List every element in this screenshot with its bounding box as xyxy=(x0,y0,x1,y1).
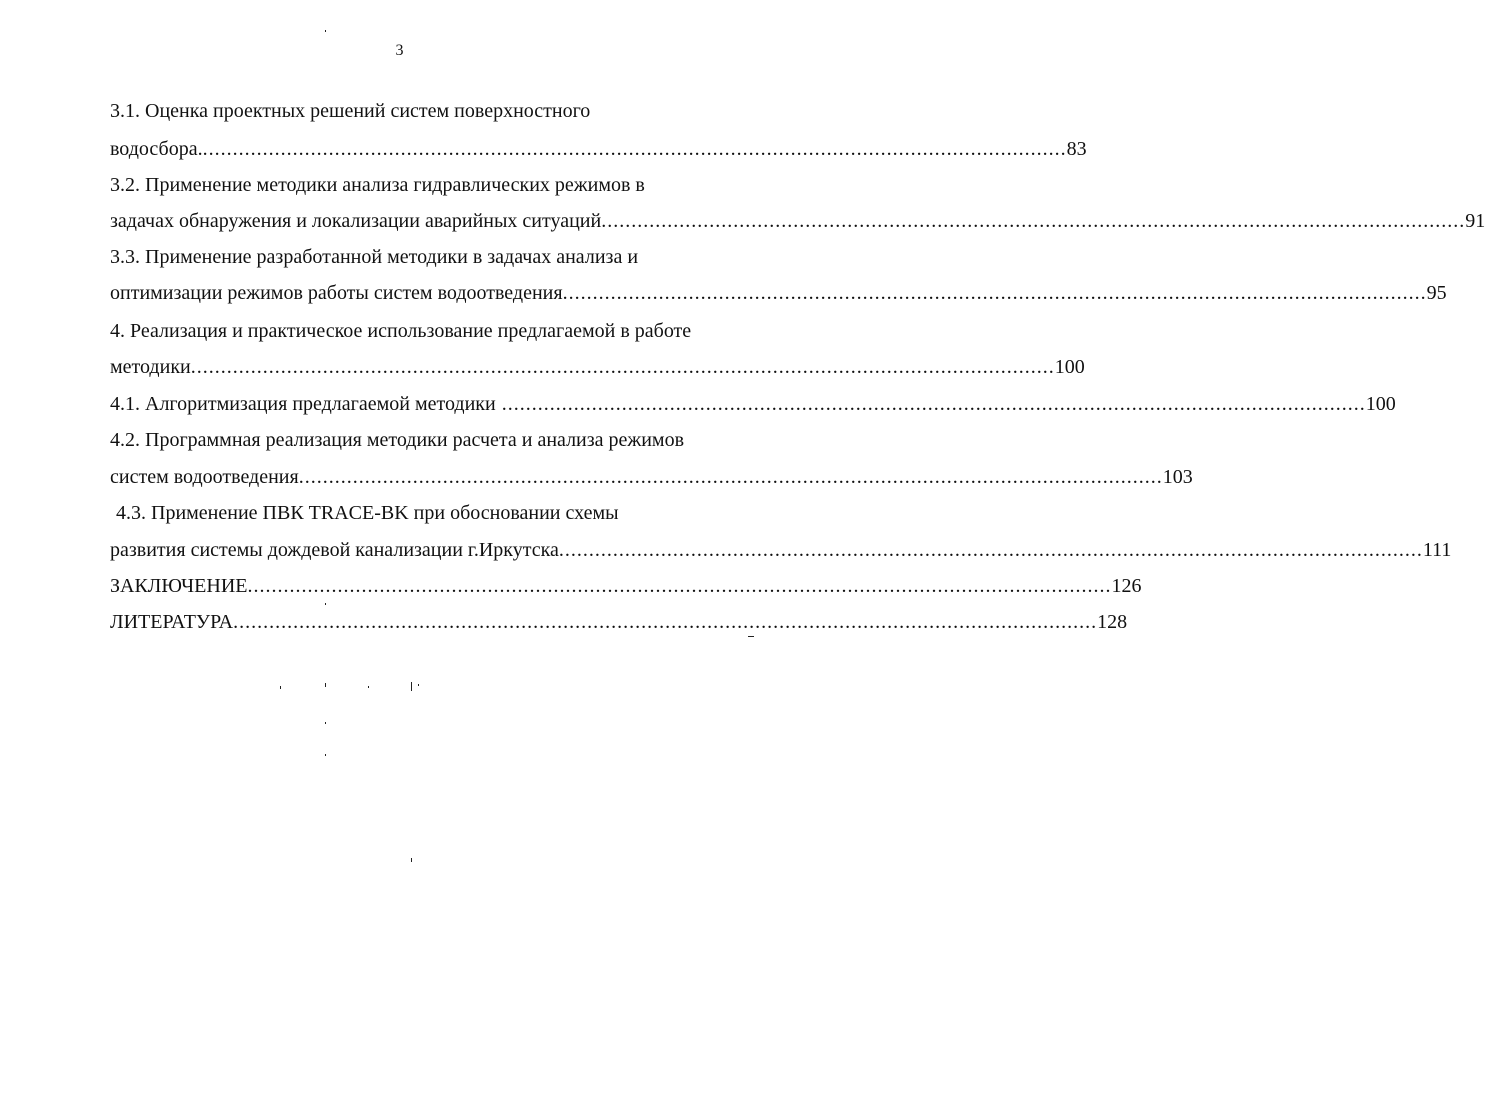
scan-speck xyxy=(325,603,326,605)
scan-speck xyxy=(411,682,412,691)
toc-entry-title: ЗАКЛЮЧЕНИЕ xyxy=(110,575,248,597)
toc-entry-page: 100 xyxy=(1365,393,1396,415)
toc-entry-conclusion xyxy=(110,572,1142,600)
toc-entry-page: 100 xyxy=(1054,356,1085,378)
leader-dots: ................................................................................................................................................ xyxy=(558,539,1423,561)
toc-entry-4-line2 xyxy=(110,353,1085,381)
leader-dots: ................................................................................................................................................ xyxy=(495,393,1366,415)
toc-entry-title: развития системы дождевой канализации г.Иркутска xyxy=(110,539,559,561)
toc-entry-page: 128 xyxy=(1097,611,1128,633)
toc-entry-3-1-line2 xyxy=(110,135,1087,163)
toc-entry-4-2-line1: 4.2. Программная реализация методики расчета и анализа режимов xyxy=(110,429,685,451)
scan-speck xyxy=(418,684,419,686)
toc-entry-page: 95 xyxy=(1426,282,1447,304)
scan-speck xyxy=(325,683,326,687)
toc-entry-title: 4.1. Алгоритмизация предлагаемой методики xyxy=(110,393,496,415)
leader-dots: ................................................................................................................................................ xyxy=(233,611,1098,633)
scan-speck xyxy=(411,858,412,862)
toc-entry-title: систем водоотведения xyxy=(110,466,299,488)
toc-entry-title: ЛИТЕРАТУРА xyxy=(110,611,234,633)
toc-entry-3-2-line2 xyxy=(110,207,1485,235)
leader-dots: ................................................................................................................................................ xyxy=(562,282,1427,304)
toc-entry-page: 83 xyxy=(1066,138,1087,160)
scan-speck xyxy=(748,636,754,637)
page-number: 3 xyxy=(395,42,404,59)
leader-dots: ................................................................................................................................................ xyxy=(202,138,1067,160)
toc-entry-literature xyxy=(110,608,1128,636)
toc-entry-page: 91 xyxy=(1465,210,1485,232)
toc-entry-page: 111 xyxy=(1422,539,1452,561)
scan-speck xyxy=(325,754,326,756)
toc-entry-title: задачах обнаружения и локализации аварийных ситуаций xyxy=(110,210,602,232)
toc-entry-3-3-line2 xyxy=(110,279,1447,307)
toc-entry-page: 126 xyxy=(1111,575,1142,597)
leader-dots: ................................................................................................................................................ xyxy=(190,356,1055,378)
leader-dots: ................................................................................................................................................ xyxy=(298,466,1163,488)
scan-speck xyxy=(325,722,326,724)
scan-speck xyxy=(280,686,281,689)
toc-entry-3-1-line1: 3.1. Оценка проектных решений систем поверхностного xyxy=(110,100,591,122)
toc-entry-4-3-line2 xyxy=(110,536,1452,564)
toc-entry-4-3-line1: 4.3. Применение ПВК TRACE-BK при обосновании схемы xyxy=(116,502,619,524)
toc-entry-4-1 xyxy=(110,390,1396,418)
scan-speck xyxy=(368,686,369,688)
toc-entry-title: водосбора. xyxy=(110,138,203,160)
leader-dots: ................................................................................................................................................ xyxy=(601,210,1466,232)
leader-dots: ................................................................................................................................................ xyxy=(247,575,1112,597)
scan-speck xyxy=(325,30,326,32)
toc-entry-3-2-line1: 3.2. Применение методики анализа гидравлических режимов в xyxy=(110,174,645,196)
toc-entry-4-line1: 4. Реализация и практическое использование предлагаемой в работе xyxy=(110,320,692,342)
toc-entry-4-2-line2 xyxy=(110,463,1193,491)
toc-entry-3-3-line1: 3.3. Применение разработанной методики в задачах анализа и xyxy=(110,246,639,268)
toc-entry-page: 103 xyxy=(1162,466,1193,488)
toc-entry-title: оптимизации режимов работы систем водоотведения xyxy=(110,282,563,304)
toc-entry-title: методики xyxy=(110,356,191,378)
